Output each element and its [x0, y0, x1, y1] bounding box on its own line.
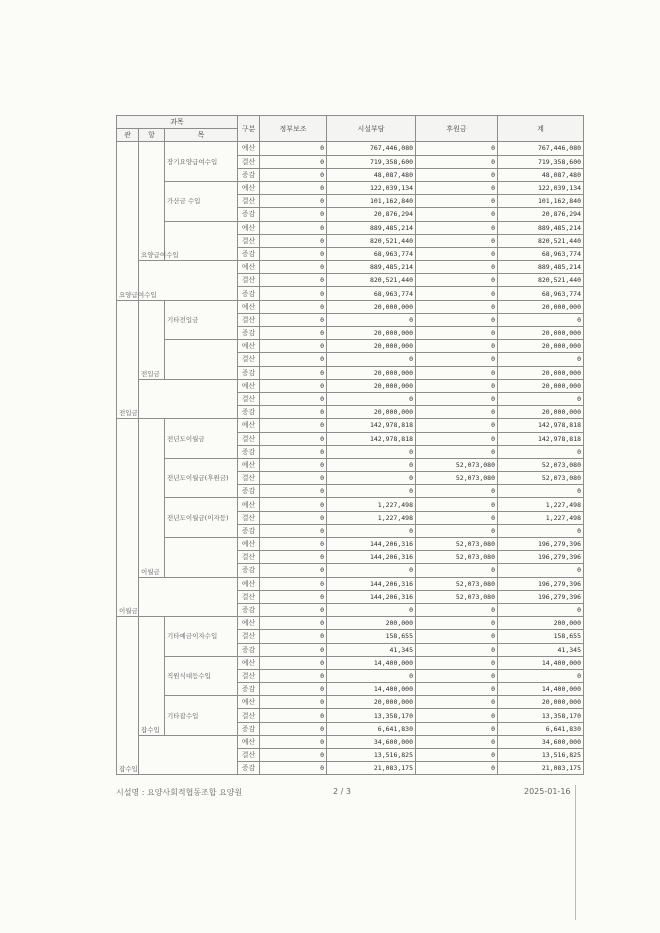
client-amount-cell: 0 — [416, 168, 498, 181]
client-amount-cell: 52,073,080 — [416, 577, 498, 590]
gubun-cell: 증감 — [238, 287, 260, 300]
facility-amount-cell: 13,516,825 — [327, 749, 416, 762]
client-amount-cell: 0 — [416, 234, 498, 247]
gov-amount-cell: 0 — [260, 696, 327, 709]
table-row — [117, 261, 584, 274]
gubun-cell: 예산 — [238, 458, 260, 471]
gov-amount-cell: 0 — [260, 300, 327, 313]
total-amount-cell: 68,963,774 — [498, 287, 584, 300]
facility-amount-cell: 889,485,214 — [327, 221, 416, 234]
client-amount-cell: 0 — [416, 485, 498, 498]
client-amount-cell: 0 — [416, 656, 498, 669]
client-amount-cell: 0 — [416, 498, 498, 511]
facility-amount-cell: 41,345 — [327, 643, 416, 656]
print-date: 2025-01-16 — [524, 787, 571, 796]
client-amount-cell: 0 — [416, 300, 498, 313]
facility-amount-cell: 68,963,774 — [327, 287, 416, 300]
gov-amount-cell: 0 — [260, 432, 327, 445]
gov-amount-cell: 0 — [260, 683, 327, 696]
facility-amount-cell: 0 — [327, 564, 416, 577]
facility-amount-cell: 144,206,316 — [327, 577, 416, 590]
facility-amount-cell: 0 — [327, 472, 416, 485]
client-amount-cell: 0 — [416, 524, 498, 537]
facility-amount-cell: 20,000,000 — [327, 366, 416, 379]
client-amount-cell: 0 — [416, 564, 498, 577]
table-header-row — [117, 116, 584, 129]
header-gubun: 구분 — [238, 116, 260, 142]
total-amount-cell: 889,485,214 — [498, 221, 584, 234]
gov-amount-cell: 0 — [260, 366, 327, 379]
mok-cell: 전년도이월금 — [165, 419, 238, 459]
client-amount-cell: 0 — [416, 379, 498, 392]
gov-amount-cell: 0 — [260, 392, 327, 405]
gubun-cell: 결산 — [238, 709, 260, 722]
facility-amount-cell: 144,206,316 — [327, 551, 416, 564]
table-row — [117, 735, 584, 748]
gov-amount-cell: 0 — [260, 208, 327, 221]
gubun-cell: 예산 — [238, 498, 260, 511]
client-amount-cell: 0 — [416, 643, 498, 656]
total-amount-cell: 719,358,600 — [498, 155, 584, 168]
total-amount-cell: 20,000,000 — [498, 366, 584, 379]
gov-amount-cell: 0 — [260, 472, 327, 485]
gubun-cell: 예산 — [238, 221, 260, 234]
total-amount-cell: 142,978,818 — [498, 419, 584, 432]
client-amount-cell: 0 — [416, 208, 498, 221]
table-row — [117, 577, 584, 590]
gubun-cell: 예산 — [238, 617, 260, 630]
facility-amount-cell: 820,521,440 — [327, 274, 416, 287]
facility-amount-cell: 1,227,498 — [327, 511, 416, 524]
gubun-cell: 증감 — [238, 643, 260, 656]
client-amount-cell: 0 — [416, 762, 498, 775]
mok-cell — [139, 379, 238, 419]
client-amount-cell: 0 — [416, 603, 498, 616]
gov-amount-cell: 0 — [260, 722, 327, 735]
client-amount-cell: 0 — [416, 313, 498, 326]
total-amount-cell: 1,227,498 — [498, 498, 584, 511]
gubun-cell: 예산 — [238, 656, 260, 669]
facility-amount-cell: 0 — [327, 353, 416, 366]
mok-cell: 전년도이월금(후원금) — [165, 458, 238, 498]
gubun-cell: 결산 — [238, 630, 260, 643]
table-row — [117, 221, 584, 234]
facility-amount-cell: 0 — [327, 445, 416, 458]
header-gov: 정부보조 — [260, 116, 327, 142]
mok-cell — [139, 577, 238, 617]
facility-amount-cell: 719,358,600 — [327, 155, 416, 168]
total-amount-cell: 0 — [498, 603, 584, 616]
facility-amount-cell: 889,485,214 — [327, 261, 416, 274]
gubun-cell: 결산 — [238, 234, 260, 247]
gubun-cell: 증감 — [238, 524, 260, 537]
facility-amount-cell: 13,358,170 — [327, 709, 416, 722]
header-gwan: 관 — [117, 129, 139, 142]
mok-cell — [139, 735, 238, 775]
gov-amount-cell: 0 — [260, 630, 327, 643]
facility-amount-cell: 68,963,774 — [327, 247, 416, 260]
total-amount-cell: 34,600,000 — [498, 735, 584, 748]
gubun-cell: 증감 — [238, 208, 260, 221]
facility-amount-cell: 0 — [327, 485, 416, 498]
gubun-cell: 예산 — [238, 261, 260, 274]
client-amount-cell: 0 — [416, 287, 498, 300]
total-amount-cell: 20,000,000 — [498, 327, 584, 340]
facility-amount-cell: 20,000,000 — [327, 379, 416, 392]
total-amount-cell: 0 — [498, 392, 584, 405]
facility-amount-cell: 0 — [327, 669, 416, 682]
client-amount-cell: 0 — [416, 327, 498, 340]
table-row — [117, 696, 584, 709]
total-amount-cell: 20,000,000 — [498, 696, 584, 709]
mok-cell: 기타예금이자수입 — [165, 617, 238, 657]
total-amount-cell: 101,162,840 — [498, 195, 584, 208]
gov-amount-cell: 0 — [260, 142, 327, 155]
client-amount-cell: 0 — [416, 511, 498, 524]
facility-amount-cell: 144,206,316 — [327, 590, 416, 603]
total-amount-cell: 0 — [498, 445, 584, 458]
hang-cell: 요양급여수입 — [139, 142, 165, 261]
gubun-cell: 예산 — [238, 300, 260, 313]
facility-amount-cell: 101,162,840 — [327, 195, 416, 208]
total-amount-cell: 68,963,774 — [498, 247, 584, 260]
client-amount-cell: 0 — [416, 445, 498, 458]
total-amount-cell: 0 — [498, 313, 584, 326]
facility-amount-cell: 20,000,000 — [327, 327, 416, 340]
gov-amount-cell: 0 — [260, 551, 327, 564]
gov-amount-cell: 0 — [260, 234, 327, 247]
total-amount-cell: 889,485,214 — [498, 261, 584, 274]
gov-amount-cell: 0 — [260, 577, 327, 590]
gov-amount-cell: 0 — [260, 709, 327, 722]
total-amount-cell: 20,000,000 — [498, 340, 584, 353]
total-amount-cell: 1,227,498 — [498, 511, 584, 524]
client-amount-cell: 0 — [416, 181, 498, 194]
total-amount-cell: 6,641,830 — [498, 722, 584, 735]
table-row — [117, 379, 584, 392]
total-amount-cell: 14,400,000 — [498, 683, 584, 696]
hang-cell: 전입금 — [139, 300, 165, 379]
gov-amount-cell: 0 — [260, 155, 327, 168]
gubun-cell: 결산 — [238, 590, 260, 603]
total-amount-cell: 20,000,000 — [498, 406, 584, 419]
table-row — [117, 419, 584, 432]
client-amount-cell: 0 — [416, 392, 498, 405]
total-amount-cell: 20,876,294 — [498, 208, 584, 221]
table-row — [117, 656, 584, 669]
gov-amount-cell: 0 — [260, 485, 327, 498]
client-amount-cell: 0 — [416, 261, 498, 274]
facility-amount-cell: 20,000,000 — [327, 300, 416, 313]
client-amount-cell: 0 — [416, 340, 498, 353]
mok-cell: 기타잡수입 — [165, 696, 238, 736]
client-amount-cell: 0 — [416, 155, 498, 168]
client-amount-cell: 52,073,080 — [416, 538, 498, 551]
total-amount-cell: 13,516,825 — [498, 749, 584, 762]
facility-amount-cell: 34,600,000 — [327, 735, 416, 748]
gov-amount-cell: 0 — [260, 617, 327, 630]
total-amount-cell: 158,655 — [498, 630, 584, 643]
gubun-cell: 증감 — [238, 406, 260, 419]
total-amount-cell: 0 — [498, 524, 584, 537]
client-amount-cell: 0 — [416, 630, 498, 643]
gubun-cell: 예산 — [238, 340, 260, 353]
total-amount-cell: 200,000 — [498, 617, 584, 630]
table-row — [117, 340, 584, 353]
total-amount-cell: 196,279,396 — [498, 538, 584, 551]
table-row — [117, 538, 584, 551]
gubun-cell: 예산 — [238, 181, 260, 194]
total-amount-cell: 196,279,396 — [498, 590, 584, 603]
gubun-cell: 증감 — [238, 485, 260, 498]
facility-amount-cell: 144,206,316 — [327, 538, 416, 551]
total-amount-cell: 142,978,818 — [498, 432, 584, 445]
gov-amount-cell: 0 — [260, 261, 327, 274]
client-amount-cell: 0 — [416, 749, 498, 762]
hang-cell: 잡수입 — [139, 617, 165, 736]
total-amount-cell: 41,345 — [498, 643, 584, 656]
client-amount-cell: 0 — [416, 419, 498, 432]
gubun-cell: 예산 — [238, 696, 260, 709]
gov-amount-cell: 0 — [260, 643, 327, 656]
total-amount-cell: 20,000,000 — [498, 300, 584, 313]
gov-amount-cell: 0 — [260, 511, 327, 524]
client-amount-cell: 52,073,080 — [416, 551, 498, 564]
gov-amount-cell: 0 — [260, 353, 327, 366]
client-amount-cell: 0 — [416, 709, 498, 722]
total-amount-cell: 0 — [498, 485, 584, 498]
facility-amount-cell: 20,876,294 — [327, 208, 416, 221]
gubun-cell: 결산 — [238, 669, 260, 682]
header-gwamok: 과목 — [117, 116, 238, 129]
total-amount-cell: 122,039,134 — [498, 181, 584, 194]
mok-cell: 장기요양급여수입 — [165, 142, 238, 182]
gubun-cell: 결산 — [238, 511, 260, 524]
total-amount-cell: 0 — [498, 353, 584, 366]
client-amount-cell: 52,073,080 — [416, 590, 498, 603]
facility-amount-cell: 142,978,818 — [327, 419, 416, 432]
header-total: 계 — [498, 116, 584, 142]
facility-amount-cell: 122,039,134 — [327, 181, 416, 194]
gubun-cell: 결산 — [238, 353, 260, 366]
facility-amount-cell: 0 — [327, 313, 416, 326]
gov-amount-cell: 0 — [260, 181, 327, 194]
gubun-cell: 결산 — [238, 472, 260, 485]
facility-name: 시설명 : 요양사회적협동조합 요양원 — [116, 788, 243, 797]
gubun-cell: 결산 — [238, 313, 260, 326]
gov-amount-cell: 0 — [260, 669, 327, 682]
mok-cell — [165, 340, 238, 380]
table-row — [117, 498, 584, 511]
facility-amount-cell: 6,641,830 — [327, 722, 416, 735]
gov-amount-cell: 0 — [260, 327, 327, 340]
header-hang: 항 — [139, 129, 165, 142]
scan-edge-line — [575, 785, 576, 920]
gubun-cell: 결산 — [238, 195, 260, 208]
gubun-cell: 예산 — [238, 735, 260, 748]
gov-amount-cell: 0 — [260, 458, 327, 471]
gov-amount-cell: 0 — [260, 419, 327, 432]
gubun-cell: 증감 — [238, 168, 260, 181]
facility-amount-cell: 0 — [327, 392, 416, 405]
hang-cell: 이월금 — [139, 419, 165, 577]
client-amount-cell: 0 — [416, 195, 498, 208]
gubun-cell: 예산 — [238, 142, 260, 155]
mok-cell: 가산금 수입 — [165, 181, 238, 221]
facility-amount-cell: 20,000,000 — [327, 340, 416, 353]
gubun-cell: 결산 — [238, 155, 260, 168]
facility-amount-cell: 20,000,000 — [327, 406, 416, 419]
gwan-cell: 이월금 — [117, 419, 139, 617]
gov-amount-cell: 0 — [260, 168, 327, 181]
mok-cell: 전년도이월금(이자등) — [165, 498, 238, 538]
total-amount-cell: 820,521,440 — [498, 274, 584, 287]
gov-amount-cell: 0 — [260, 762, 327, 775]
total-amount-cell: 52,073,080 — [498, 458, 584, 471]
facility-amount-cell: 14,400,000 — [327, 656, 416, 669]
gov-amount-cell: 0 — [260, 564, 327, 577]
gov-amount-cell: 0 — [260, 406, 327, 419]
client-amount-cell: 52,073,080 — [416, 472, 498, 485]
facility-amount-cell: 1,227,498 — [327, 498, 416, 511]
client-amount-cell: 0 — [416, 683, 498, 696]
gubun-cell: 증감 — [238, 564, 260, 577]
header-facility: 시설부담 — [327, 116, 416, 142]
table-row — [117, 181, 584, 194]
gubun-cell: 증감 — [238, 247, 260, 260]
gov-amount-cell: 0 — [260, 603, 327, 616]
table-row — [117, 300, 584, 313]
client-amount-cell: 0 — [416, 353, 498, 366]
header-mok: 목 — [165, 129, 238, 142]
client-amount-cell: 0 — [416, 274, 498, 287]
gov-amount-cell: 0 — [260, 735, 327, 748]
client-amount-cell: 0 — [416, 722, 498, 735]
total-amount-cell: 52,073,080 — [498, 472, 584, 485]
total-amount-cell: 14,400,000 — [498, 656, 584, 669]
gubun-cell: 결산 — [238, 274, 260, 287]
client-amount-cell: 0 — [416, 221, 498, 234]
total-amount-cell: 820,521,440 — [498, 234, 584, 247]
gubun-cell: 예산 — [238, 538, 260, 551]
facility-amount-cell: 820,521,440 — [327, 234, 416, 247]
table-row — [117, 617, 584, 630]
mok-cell — [165, 538, 238, 578]
gubun-cell: 결산 — [238, 432, 260, 445]
gubun-cell: 증감 — [238, 683, 260, 696]
gov-amount-cell: 0 — [260, 524, 327, 537]
client-amount-cell: 0 — [416, 696, 498, 709]
total-amount-cell: 21,083,175 — [498, 762, 584, 775]
client-amount-cell: 0 — [416, 432, 498, 445]
gwan-cell: 요양급여수입 — [117, 142, 139, 300]
gov-amount-cell: 0 — [260, 287, 327, 300]
gwan-cell: 잡수입 — [117, 617, 139, 775]
page-number: 2 / 3 — [333, 787, 351, 796]
gwan-cell: 전입금 — [117, 300, 139, 419]
gubun-cell: 예산 — [238, 577, 260, 590]
facility-amount-cell: 48,087,480 — [327, 168, 416, 181]
client-amount-cell: 0 — [416, 366, 498, 379]
budget-table — [116, 115, 584, 775]
client-amount-cell: 52,073,080 — [416, 458, 498, 471]
total-amount-cell: 48,087,480 — [498, 168, 584, 181]
gubun-cell: 증감 — [238, 603, 260, 616]
total-amount-cell: 196,279,396 — [498, 551, 584, 564]
gov-amount-cell: 0 — [260, 247, 327, 260]
client-amount-cell: 0 — [416, 406, 498, 419]
header-client: 후원금 — [416, 116, 498, 142]
total-amount-cell: 767,446,080 — [498, 142, 584, 155]
gov-amount-cell: 0 — [260, 590, 327, 603]
total-amount-cell: 0 — [498, 669, 584, 682]
facility-amount-cell: 158,655 — [327, 630, 416, 643]
gubun-cell: 증감 — [238, 722, 260, 735]
gubun-cell: 증감 — [238, 366, 260, 379]
gov-amount-cell: 0 — [260, 498, 327, 511]
gov-amount-cell: 0 — [260, 656, 327, 669]
total-amount-cell: 0 — [498, 564, 584, 577]
client-amount-cell: 0 — [416, 142, 498, 155]
gubun-cell: 결산 — [238, 749, 260, 762]
gov-amount-cell: 0 — [260, 379, 327, 392]
client-amount-cell: 0 — [416, 247, 498, 260]
client-amount-cell: 0 — [416, 669, 498, 682]
client-amount-cell: 0 — [416, 617, 498, 630]
facility-amount-cell: 142,978,818 — [327, 432, 416, 445]
facility-amount-cell: 0 — [327, 524, 416, 537]
facility-amount-cell: 21,083,175 — [327, 762, 416, 775]
facility-amount-cell: 20,000,000 — [327, 696, 416, 709]
gov-amount-cell: 0 — [260, 195, 327, 208]
facility-amount-cell: 0 — [327, 603, 416, 616]
gubun-cell: 결산 — [238, 551, 260, 564]
gubun-cell: 예산 — [238, 419, 260, 432]
facility-amount-cell: 767,446,080 — [327, 142, 416, 155]
gubun-cell: 증감 — [238, 762, 260, 775]
gubun-cell: 결산 — [238, 392, 260, 405]
mok-cell: 직원식대등수입 — [165, 656, 238, 696]
gov-amount-cell: 0 — [260, 445, 327, 458]
facility-amount-cell: 0 — [327, 458, 416, 471]
total-amount-cell: 13,358,170 — [498, 709, 584, 722]
client-amount-cell: 0 — [416, 735, 498, 748]
gov-amount-cell: 0 — [260, 274, 327, 287]
gov-amount-cell: 0 — [260, 538, 327, 551]
gubun-cell: 예산 — [238, 379, 260, 392]
table-row — [117, 142, 584, 155]
gov-amount-cell: 0 — [260, 313, 327, 326]
total-amount-cell: 196,279,396 — [498, 577, 584, 590]
facility-amount-cell: 200,000 — [327, 617, 416, 630]
gubun-cell: 증감 — [238, 445, 260, 458]
gov-amount-cell: 0 — [260, 749, 327, 762]
gubun-cell: 증감 — [238, 327, 260, 340]
table-row — [117, 458, 584, 471]
total-amount-cell: 20,000,000 — [498, 379, 584, 392]
gov-amount-cell: 0 — [260, 221, 327, 234]
facility-amount-cell: 14,400,000 — [327, 683, 416, 696]
gov-amount-cell: 0 — [260, 340, 327, 353]
mok-cell: 기타전입금 — [165, 300, 238, 340]
